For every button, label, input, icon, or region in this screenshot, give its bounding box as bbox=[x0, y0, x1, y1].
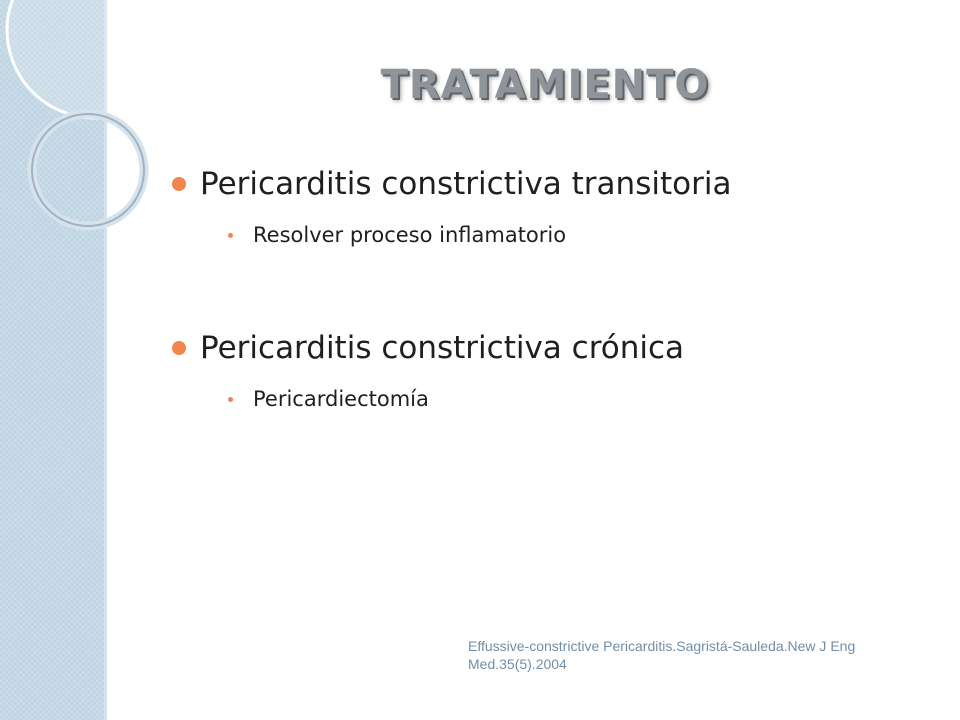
decorative-circles bbox=[0, 0, 160, 240]
ring-decorative-circle-inner bbox=[32, 114, 144, 226]
bullet-label: Pericarditis constrictiva crónica bbox=[200, 330, 685, 366]
bullet-dot-icon bbox=[172, 177, 186, 191]
citation-text: Effussive-constrictive Pericarditis.Sagristá-Sauleda.New J Eng Med.35(5).2004 bbox=[468, 638, 856, 672]
bullet-item-cronica bbox=[172, 326, 932, 370]
bullet-label: Pericarditis constrictiva transitoria bbox=[200, 166, 732, 202]
sub-bullet-dot-icon bbox=[228, 233, 233, 238]
bullet-item-transitoria bbox=[172, 162, 932, 206]
sub-bullet-item bbox=[228, 384, 932, 414]
large-decorative-circle bbox=[7, 0, 160, 118]
slide-title: TRATAMIENTO bbox=[380, 62, 710, 108]
bullet-spacer bbox=[172, 250, 932, 326]
sub-bullet-label: Resolver proceso inflamatorio bbox=[253, 223, 567, 247]
sub-bullet-dot-icon bbox=[228, 397, 233, 402]
sub-bullet-item bbox=[228, 220, 932, 250]
bullet-dot-icon bbox=[172, 341, 186, 355]
bullet-list bbox=[172, 162, 932, 414]
sub-bullet-label: Pericardiectomía bbox=[253, 387, 429, 411]
